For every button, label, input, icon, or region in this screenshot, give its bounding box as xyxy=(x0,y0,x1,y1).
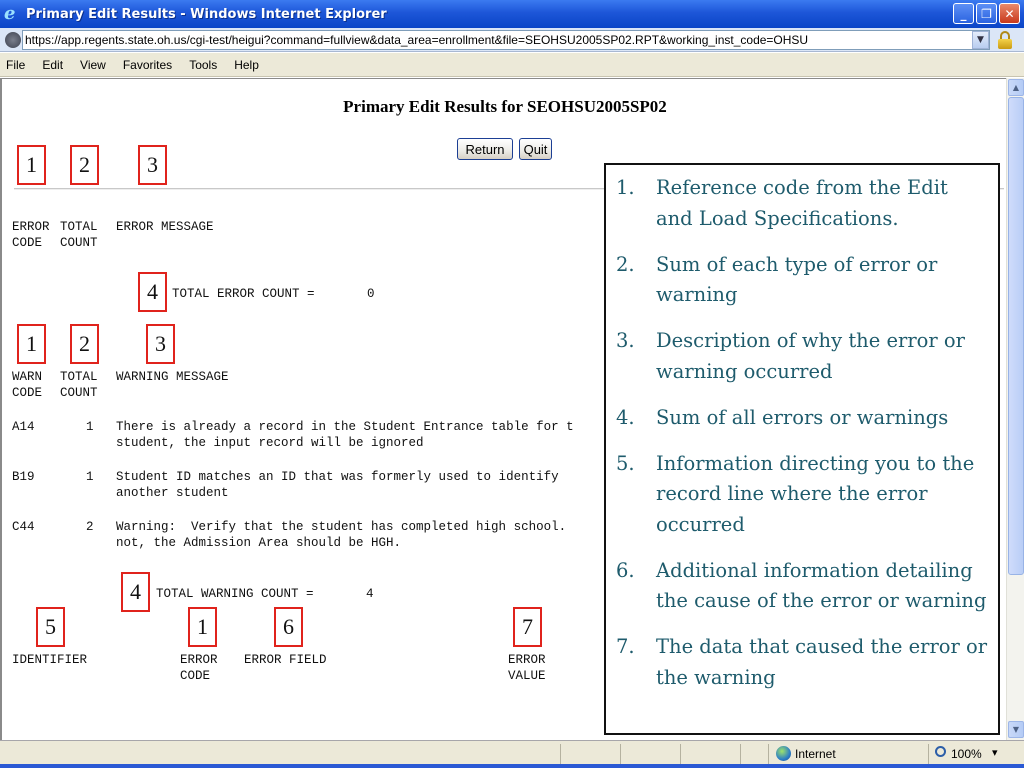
window-title-bar[interactable] xyxy=(0,0,1024,28)
warn-total-count-header: TOTAL COUNT xyxy=(60,370,98,400)
marker-6: 6 xyxy=(274,607,303,647)
identifier-header: IDENTIFIER xyxy=(12,653,88,667)
quit-button[interactable]: Quit xyxy=(519,138,552,160)
warn-code-header: WARN CODE xyxy=(12,370,43,400)
legend-number: 5. xyxy=(616,451,635,475)
legend-number: 6. xyxy=(616,558,635,582)
warning-count: 2 xyxy=(86,520,94,534)
detail-error-code-header: ERROR CODE xyxy=(180,653,218,683)
legend-item xyxy=(616,403,990,434)
legend-item xyxy=(616,449,990,541)
legend-item xyxy=(616,632,990,693)
warning-code: C44 xyxy=(12,520,35,534)
internet-zone-icon xyxy=(776,746,791,761)
error-value-header: ERROR VALUE xyxy=(508,653,546,683)
warning-code: B19 xyxy=(12,470,35,484)
page-title: Primary Edit Results for SEOHSU2005SP02 xyxy=(343,97,667,116)
legend-number: 1. xyxy=(616,176,635,199)
url-input[interactable]: https://app.regents.state.oh.us/cgi-test/heigui?command=fullview&data_area=enrollment&file=SEOHSU2005SP02.RPT&working_inst_code=OHSU xyxy=(22,30,990,50)
total-warning-count: TOTAL WARNING COUNT = 4 xyxy=(156,587,374,601)
legend-item xyxy=(616,173,990,234)
scroll-thumb[interactable] xyxy=(1008,97,1024,575)
zoom-dropdown-icon[interactable]: ▾ xyxy=(992,747,998,759)
legend-text: Description of why the error or warning occurred xyxy=(656,329,965,383)
legend-text: Information directing you to the record line where the error occurred xyxy=(656,451,975,536)
menu-tools[interactable]: Tools xyxy=(189,57,218,72)
legend-text: Sum of all errors or warnings xyxy=(656,405,949,429)
page-icon xyxy=(5,32,21,48)
marker-1-detail: 1 xyxy=(188,607,217,647)
scroll-down-icon[interactable]: ▼ xyxy=(1008,721,1024,738)
legend-item xyxy=(616,326,990,387)
restore-button[interactable]: ❐ xyxy=(976,3,997,24)
marker-5: 5 xyxy=(36,607,65,647)
marker-4-warn: 4 xyxy=(121,572,150,612)
menu-help[interactable]: Help xyxy=(234,57,259,72)
warning-message: There is already a record in the Student Entrance table for t student, the input record will be ignored xyxy=(116,420,574,450)
menu-bar xyxy=(0,53,1024,77)
marker-2-warn: 2 xyxy=(70,324,99,364)
menu-view[interactable]: View xyxy=(80,57,106,72)
lock-icon[interactable] xyxy=(996,31,1014,49)
legend-number: 7. xyxy=(616,635,635,658)
window-title: Primary Edit Results - Windows Internet Explorer xyxy=(26,6,387,22)
vertical-scrollbar[interactable] xyxy=(1006,78,1024,740)
marker-1-warn: 1 xyxy=(17,324,46,364)
security-zone: Internet xyxy=(795,747,836,761)
marker-3: 3 xyxy=(138,145,167,185)
warning-count: 1 xyxy=(86,470,94,484)
legend-number: 3. xyxy=(616,329,635,352)
warning-count: 1 xyxy=(86,420,94,434)
error-code-header: ERROR CODE xyxy=(12,220,50,250)
close-button[interactable]: ✕ xyxy=(999,3,1020,24)
return-button[interactable]: Return xyxy=(457,138,513,160)
legend-text: Sum of each type of error or warning xyxy=(656,252,938,306)
address-bar xyxy=(0,28,1024,52)
marker-3-warn: 3 xyxy=(146,324,175,364)
warning-message: Student ID matches an ID that was formerly used to identify another student xyxy=(116,470,559,500)
legend-number: 4. xyxy=(616,405,635,429)
menu-favorites[interactable]: Favorites xyxy=(122,57,173,72)
taskbar-edge xyxy=(0,764,1024,768)
marker-7: 7 xyxy=(513,607,542,647)
legend-item xyxy=(616,556,990,617)
error-field-header: ERROR FIELD xyxy=(244,653,327,667)
menu-edit[interactable]: Edit xyxy=(42,57,64,72)
legend-item xyxy=(616,250,990,311)
menu-file[interactable]: File xyxy=(6,57,26,72)
error-total-count-header: TOTAL COUNT xyxy=(60,220,98,250)
legend-text: Additional information detailing the cause of the error or warning xyxy=(656,558,987,612)
total-error-count: TOTAL ERROR COUNT = 0 xyxy=(172,287,375,301)
legend-number: 2. xyxy=(616,252,635,276)
warning-message-header: WARNING MESSAGE xyxy=(116,370,229,384)
marker-2: 2 xyxy=(70,145,99,185)
legend-text: The data that caused the error or the warning xyxy=(656,635,988,689)
internet-explorer-icon: e xyxy=(4,3,16,24)
annotation-legend xyxy=(604,163,1000,735)
legend-text: Reference code from the Edit and Load Specifications. xyxy=(656,176,948,230)
minimize-button[interactable]: _ xyxy=(953,3,974,24)
scroll-up-icon[interactable]: ▲ xyxy=(1008,79,1024,96)
error-message-header: ERROR MESSAGE xyxy=(116,220,214,234)
marker-1: 1 xyxy=(17,145,46,185)
warning-code: A14 xyxy=(12,420,35,434)
marker-4: 4 xyxy=(138,272,167,312)
warning-message: Warning: Verify that the student has completed high school. not, the Admission Area should be HGH. xyxy=(116,520,567,550)
address-dropdown-icon[interactable]: ▼ xyxy=(972,31,989,49)
zoom-level[interactable]: 100% xyxy=(951,747,982,761)
zoom-icon[interactable] xyxy=(935,746,946,757)
